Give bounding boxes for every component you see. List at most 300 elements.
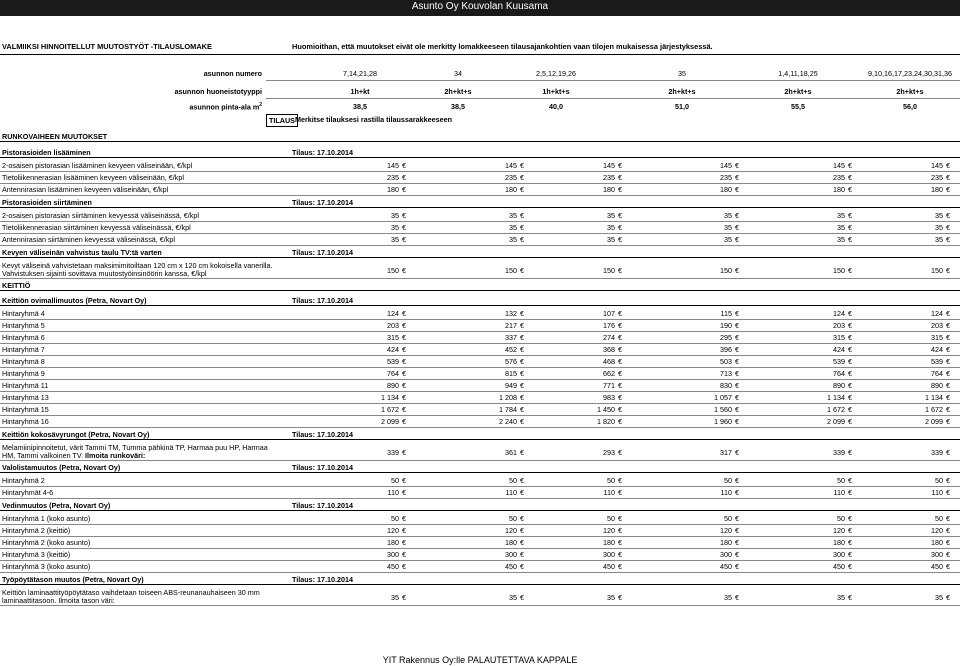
price-value: 50 xyxy=(837,476,845,485)
price-value: 300 xyxy=(603,550,615,559)
order-checkbox[interactable] xyxy=(288,234,348,244)
euro-sign: € xyxy=(520,562,524,571)
euro-sign: € xyxy=(946,562,950,571)
euro-sign: € xyxy=(402,593,406,602)
euro-sign: € xyxy=(520,309,524,318)
euro-sign: € xyxy=(520,185,524,194)
price-value: 450 xyxy=(931,562,943,571)
euro-sign: € xyxy=(848,161,852,170)
euro-sign: € xyxy=(735,405,739,414)
price-value: 450 xyxy=(833,562,845,571)
euro-sign: € xyxy=(402,235,406,244)
section-order-date: Tilaus: 17.10.2014 xyxy=(292,430,354,439)
euro-sign: € xyxy=(402,223,406,232)
runkovaihe-heading: RUNKOVAIHEEN MUUTOKSET xyxy=(2,132,108,141)
row-label: Hintaryhmä 5 xyxy=(2,321,45,330)
price-value: 35 xyxy=(509,593,517,602)
price-value: 35 xyxy=(607,211,615,220)
apartment-numero-value: 1,4,11,18,25 xyxy=(778,69,818,78)
euro-sign: € xyxy=(402,448,406,457)
price-value: 50 xyxy=(837,514,845,523)
euro-sign: € xyxy=(618,369,622,378)
row-divider xyxy=(0,278,960,279)
price-value: 35 xyxy=(391,223,399,232)
price-value: 35 xyxy=(837,593,845,602)
order-checkbox[interactable] xyxy=(288,561,348,571)
price-value: 576 xyxy=(505,357,517,366)
price-value: 2 099 xyxy=(925,417,943,426)
price-value: 124 xyxy=(833,309,845,318)
price-value: 35 xyxy=(837,235,845,244)
price-value: 300 xyxy=(931,550,943,559)
price-value: 452 xyxy=(505,345,517,354)
order-checkbox[interactable] xyxy=(288,404,348,414)
section-divider xyxy=(0,141,960,142)
euro-sign: € xyxy=(520,593,524,602)
euro-sign: € xyxy=(946,309,950,318)
price-value: 150 xyxy=(833,266,845,275)
price-value: 190 xyxy=(720,321,732,330)
price-value: 150 xyxy=(931,266,943,275)
price-value: 50 xyxy=(391,514,399,523)
euro-sign: € xyxy=(402,405,406,414)
section-order-date: Tilaus: 17.10.2014 xyxy=(292,575,354,584)
euro-sign: € xyxy=(735,185,739,194)
price-value: 235 xyxy=(603,173,615,182)
row-divider xyxy=(0,486,960,487)
price-value: 35 xyxy=(724,211,732,220)
price-value: 235 xyxy=(387,173,399,182)
price-value: 180 xyxy=(833,185,845,194)
euro-sign: € xyxy=(735,448,739,457)
euro-sign: € xyxy=(618,593,622,602)
price-value: 424 xyxy=(833,345,845,354)
row-divider xyxy=(0,391,960,392)
price-value: 337 xyxy=(505,333,517,342)
euro-sign: € xyxy=(735,357,739,366)
price-value: 180 xyxy=(387,538,399,547)
price-value: 890 xyxy=(833,381,845,390)
price-value: 815 xyxy=(505,369,517,378)
euro-sign: € xyxy=(848,309,852,318)
price-value: 35 xyxy=(509,211,517,220)
euro-sign: € xyxy=(848,211,852,220)
price-value: 110 xyxy=(720,488,732,497)
price-value: 180 xyxy=(931,538,943,547)
price-value: 180 xyxy=(833,538,845,547)
row-label: Antennirasian siirtäminen kevyessä väliseinässä, €/kpl xyxy=(2,235,175,244)
price-value: 35 xyxy=(837,211,845,220)
unit-superscript: 2 xyxy=(259,102,262,108)
apartment-numero-value: 34 xyxy=(454,69,462,78)
price-value: 120 xyxy=(720,526,732,535)
price-value: 539 xyxy=(931,357,943,366)
euro-sign: € xyxy=(735,369,739,378)
euro-sign: € xyxy=(520,550,524,559)
euro-sign: € xyxy=(618,309,622,318)
euro-sign: € xyxy=(848,223,852,232)
euro-sign: € xyxy=(618,211,622,220)
order-checkbox[interactable] xyxy=(288,320,348,330)
order-checkbox[interactable] xyxy=(288,308,348,318)
price-value: 35 xyxy=(391,211,399,220)
euro-sign: € xyxy=(848,357,852,366)
price-value: 35 xyxy=(724,235,732,244)
apartment-tyyppi-value: 2h+kt+s xyxy=(896,87,924,96)
price-value: 180 xyxy=(505,538,517,547)
price-value: 35 xyxy=(935,223,943,232)
price-value: 890 xyxy=(387,381,399,390)
row-label: Hintaryhmä 8 xyxy=(2,357,45,366)
euro-sign: € xyxy=(618,161,622,170)
euro-sign: € xyxy=(946,538,950,547)
price-value: 764 xyxy=(931,369,943,378)
row-divider xyxy=(0,343,960,344)
euro-sign: € xyxy=(520,321,524,330)
price-value: 35 xyxy=(837,223,845,232)
section-order-date: Tilaus: 17.10.2014 xyxy=(292,463,354,472)
euro-sign: € xyxy=(946,173,950,182)
price-value: 662 xyxy=(603,369,615,378)
euro-sign: € xyxy=(520,223,524,232)
row-label-text: asunnon numero xyxy=(203,69,262,78)
order-checkbox[interactable] xyxy=(288,368,348,378)
row-label: 2-osaisen pistorasian siirtäminen kevyessä väliseinässä, €/kpl xyxy=(2,211,199,220)
order-checkbox[interactable] xyxy=(288,392,348,402)
section-divider xyxy=(0,157,960,158)
row-label-continued xyxy=(2,451,145,460)
price-value: 764 xyxy=(833,369,845,378)
euro-sign: € xyxy=(735,345,739,354)
price-value: 235 xyxy=(833,173,845,182)
price-value: 1 672 xyxy=(827,405,845,414)
order-checkbox[interactable] xyxy=(288,442,348,459)
price-value: 713 xyxy=(720,369,732,378)
section-title: Keittiön kokosävyrungot (Petra, Novart Oy) xyxy=(2,430,150,439)
row-label: Hintaryhmä 16 xyxy=(2,417,49,426)
euro-sign: € xyxy=(618,448,622,457)
row-divider xyxy=(0,233,960,234)
euro-sign: € xyxy=(520,369,524,378)
order-checkbox[interactable] xyxy=(288,356,348,366)
price-value: 110 xyxy=(387,488,399,497)
euro-sign: € xyxy=(848,488,852,497)
price-value: 110 xyxy=(505,488,517,497)
euro-sign: € xyxy=(618,321,622,330)
price-value: 217 xyxy=(505,321,517,330)
euro-sign: € xyxy=(402,266,406,275)
euro-sign: € xyxy=(848,526,852,535)
row-divider xyxy=(0,379,960,380)
section-divider xyxy=(0,290,960,291)
section-divider xyxy=(0,510,960,511)
euro-sign: € xyxy=(735,321,739,330)
euro-sign: € xyxy=(402,173,406,182)
euro-sign: € xyxy=(848,345,852,354)
row-divider xyxy=(0,331,960,332)
section-title: Pistorasioiden lisääminen xyxy=(2,148,91,157)
euro-sign: € xyxy=(520,476,524,485)
price-value: 1 560 xyxy=(714,405,732,414)
euro-sign: € xyxy=(402,381,406,390)
price-value: 50 xyxy=(724,514,732,523)
order-checkbox[interactable] xyxy=(288,380,348,390)
row-label: Antennirasian lisääminen kevyeen väliseinään, €/kpl xyxy=(2,185,169,194)
euro-sign: € xyxy=(735,235,739,244)
price-value: 983 xyxy=(603,393,615,402)
euro-sign: € xyxy=(848,381,852,390)
tilaus-column-header: TILAUS xyxy=(266,114,298,127)
apartment-ala-value: 40,0 xyxy=(549,102,563,111)
row-label: Hintaryhmä 2 (keittiö) xyxy=(2,526,71,535)
euro-sign: € xyxy=(618,185,622,194)
order-checkbox[interactable] xyxy=(288,210,348,220)
price-value: 120 xyxy=(505,526,517,535)
apartment-numero-value: 2,5,12,19,26 xyxy=(536,69,576,78)
row-label: 2-osaisen pistorasian lisääminen kevyeen väliseinään, €/kpl xyxy=(2,161,193,170)
euro-sign: € xyxy=(618,345,622,354)
price-value: 2 099 xyxy=(827,417,845,426)
euro-sign: € xyxy=(946,526,950,535)
euro-sign: € xyxy=(946,211,950,220)
price-value: 315 xyxy=(931,333,943,342)
order-checkbox[interactable] xyxy=(288,525,348,535)
price-value: 35 xyxy=(935,211,943,220)
price-value: 300 xyxy=(387,550,399,559)
euro-sign: € xyxy=(946,235,950,244)
order-checkbox[interactable] xyxy=(288,587,348,604)
euro-sign: € xyxy=(402,333,406,342)
row-divider xyxy=(0,524,960,525)
price-value: 115 xyxy=(720,309,732,318)
row-label-text: HM, Tammi valkoinen TV. xyxy=(2,451,83,460)
price-value: 2 240 xyxy=(499,417,517,426)
price-value: 50 xyxy=(935,476,943,485)
apartment-ala-value: 55,5 xyxy=(791,102,805,111)
price-value: 539 xyxy=(387,357,399,366)
euro-sign: € xyxy=(946,448,950,457)
price-value: 50 xyxy=(391,476,399,485)
row-label-text: asunnon pinta-ala m xyxy=(189,102,260,112)
euro-sign: € xyxy=(735,309,739,318)
section-title: Kevyen väliseinän vahvistus taulu TV:tä varten xyxy=(2,248,162,257)
euro-sign: € xyxy=(402,514,406,523)
euro-sign: € xyxy=(848,185,852,194)
price-value: 235 xyxy=(720,173,732,182)
price-value: 450 xyxy=(505,562,517,571)
euro-sign: € xyxy=(735,514,739,523)
row-label: Hintaryhmä 4 xyxy=(2,309,45,318)
header-divider xyxy=(0,54,960,55)
euro-sign: € xyxy=(735,223,739,232)
euro-sign: € xyxy=(946,417,950,426)
row-divider xyxy=(0,605,960,606)
euro-sign: € xyxy=(520,488,524,497)
price-value: 145 xyxy=(720,161,732,170)
price-value: 1 134 xyxy=(925,393,943,402)
price-value: 1 820 xyxy=(597,417,615,426)
euro-sign: € xyxy=(946,476,950,485)
price-value: 120 xyxy=(833,526,845,535)
order-checkbox[interactable] xyxy=(288,549,348,559)
price-value: 339 xyxy=(387,448,399,457)
price-value: 315 xyxy=(387,333,399,342)
row-label: Hintaryhmä 3 (keittiö) xyxy=(2,550,71,559)
price-value: 50 xyxy=(724,476,732,485)
price-value: 1 672 xyxy=(381,405,399,414)
row-label: Hintaryhmä 7 xyxy=(2,345,45,354)
euro-sign: € xyxy=(520,161,524,170)
order-checkbox[interactable] xyxy=(288,475,348,485)
price-value: 35 xyxy=(607,593,615,602)
order-checkbox[interactable] xyxy=(288,160,348,170)
order-checkbox[interactable] xyxy=(288,260,348,277)
price-value: 764 xyxy=(387,369,399,378)
apartment-ala-value: 38,5 xyxy=(353,102,367,111)
section-order-date: Tilaus: 17.10.2014 xyxy=(292,248,354,257)
euro-sign: € xyxy=(848,235,852,244)
section-title: Pistorasioiden siirtäminen xyxy=(2,198,92,207)
price-value: 110 xyxy=(603,488,615,497)
row-label: Hintaryhmät 4-6 xyxy=(2,488,54,497)
form-title: VALMIIKSI HINNOITELLUT MUUTOSTYÖT -TILAUSLOMAKE xyxy=(2,42,212,51)
price-value: 468 xyxy=(603,357,615,366)
euro-sign: € xyxy=(848,333,852,342)
order-checkbox[interactable] xyxy=(288,416,348,426)
euro-sign: € xyxy=(735,266,739,275)
euro-sign: € xyxy=(402,550,406,559)
price-value: 235 xyxy=(505,173,517,182)
price-value: 180 xyxy=(603,185,615,194)
order-note: Huomioithan, että muutokset eivät ole merkitty lomakkeeseen tilausajankohtien vaan tilojen mukaisessa järjestyksessä. xyxy=(292,42,713,51)
price-value: 107 xyxy=(603,309,615,318)
row-label: Hintaryhmä 11 xyxy=(2,381,49,390)
euro-sign: € xyxy=(618,488,622,497)
tilaus-instruction: Merkitse tilauksesi rastilla tilaussarakkeeseen xyxy=(295,115,453,124)
euro-sign: € xyxy=(402,526,406,535)
euro-sign: € xyxy=(520,266,524,275)
price-value: 274 xyxy=(603,333,615,342)
euro-sign: € xyxy=(402,309,406,318)
euro-sign: € xyxy=(946,369,950,378)
euro-sign: € xyxy=(618,417,622,426)
section-order-date: Tilaus: 17.10.2014 xyxy=(292,296,354,305)
euro-sign: € xyxy=(735,417,739,426)
price-value: 1 450 xyxy=(597,405,615,414)
price-value: 300 xyxy=(833,550,845,559)
euro-sign: € xyxy=(520,357,524,366)
euro-sign: € xyxy=(848,173,852,182)
order-checkbox[interactable] xyxy=(288,344,348,354)
price-value: 50 xyxy=(509,476,517,485)
price-value: 120 xyxy=(931,526,943,535)
euro-sign: € xyxy=(848,550,852,559)
order-checkbox[interactable] xyxy=(288,222,348,232)
euro-sign: € xyxy=(946,345,950,354)
price-value: 35 xyxy=(391,593,399,602)
order-checkbox[interactable] xyxy=(288,513,348,523)
section-title: Keittiön ovimallimuutos (Petra, Novart Oy) xyxy=(2,296,147,305)
price-value: 145 xyxy=(505,161,517,170)
price-value: 50 xyxy=(607,476,615,485)
price-value: 1 208 xyxy=(499,393,517,402)
euro-sign: € xyxy=(848,476,852,485)
price-value: 450 xyxy=(387,562,399,571)
section-order-date: Tilaus: 17.10.2014 xyxy=(292,148,354,157)
row-divider xyxy=(0,221,960,222)
euro-sign: € xyxy=(402,185,406,194)
footer-note: YIT Rakennus Oy:lle PALAUTETTAVA KAPPALE xyxy=(382,655,578,665)
euro-sign: € xyxy=(735,173,739,182)
order-checkbox[interactable] xyxy=(288,332,348,342)
order-checkbox[interactable] xyxy=(288,487,348,497)
price-value: 180 xyxy=(720,538,732,547)
euro-sign: € xyxy=(848,369,852,378)
euro-sign: € xyxy=(618,550,622,559)
price-value: 35 xyxy=(935,235,943,244)
euro-sign: € xyxy=(402,369,406,378)
section-divider xyxy=(0,472,960,473)
order-checkbox[interactable] xyxy=(288,172,348,182)
euro-sign: € xyxy=(520,211,524,220)
euro-sign: € xyxy=(618,223,622,232)
apartment-tyyppi-value: 2h+kt+s xyxy=(668,87,696,96)
price-value: 180 xyxy=(505,185,517,194)
row-label-text: asunnon huoneistotyyppi xyxy=(174,87,262,96)
euro-sign: € xyxy=(618,562,622,571)
euro-sign: € xyxy=(618,538,622,547)
price-value: 124 xyxy=(387,309,399,318)
euro-sign: € xyxy=(520,448,524,457)
row-divider xyxy=(0,498,960,499)
page-title: Asunto Oy Kouvolan Kuusama xyxy=(411,1,549,12)
euro-sign: € xyxy=(848,417,852,426)
euro-sign: € xyxy=(520,173,524,182)
row-divider xyxy=(0,183,960,184)
order-checkbox[interactable] xyxy=(288,184,348,194)
price-value: 539 xyxy=(833,357,845,366)
euro-sign: € xyxy=(735,538,739,547)
apartment-tyyppi-label xyxy=(175,87,262,96)
price-value: 235 xyxy=(931,173,943,182)
euro-sign: € xyxy=(618,405,622,414)
order-checkbox[interactable] xyxy=(288,537,348,547)
row-divider xyxy=(0,319,960,320)
row-divider xyxy=(0,171,960,172)
euro-sign: € xyxy=(946,185,950,194)
euro-sign: € xyxy=(735,393,739,402)
price-value: 150 xyxy=(720,266,732,275)
price-value: 35 xyxy=(935,593,943,602)
euro-sign: € xyxy=(402,161,406,170)
section-divider xyxy=(0,439,960,440)
price-value: 150 xyxy=(603,266,615,275)
apartment-numero-value: 9,10,16,17,23,24,30,31,36 xyxy=(868,69,952,78)
euro-sign: € xyxy=(618,266,622,275)
euro-sign: € xyxy=(520,538,524,547)
price-value: 295 xyxy=(720,333,732,342)
price-value: 293 xyxy=(603,448,615,457)
price-value: 339 xyxy=(931,448,943,457)
row-label: Hintaryhmä 13 xyxy=(2,393,49,402)
euro-sign: € xyxy=(402,345,406,354)
row-label-text: laminaattitasoon. Ilmoita tason väri: xyxy=(2,596,115,605)
table-divider xyxy=(266,98,960,99)
row-label: Tietoliikennerasian lisääminen kevyeen väliseinään, €/kpl xyxy=(2,173,184,182)
euro-sign: € xyxy=(735,381,739,390)
euro-sign: € xyxy=(402,538,406,547)
euro-sign: € xyxy=(520,526,524,535)
